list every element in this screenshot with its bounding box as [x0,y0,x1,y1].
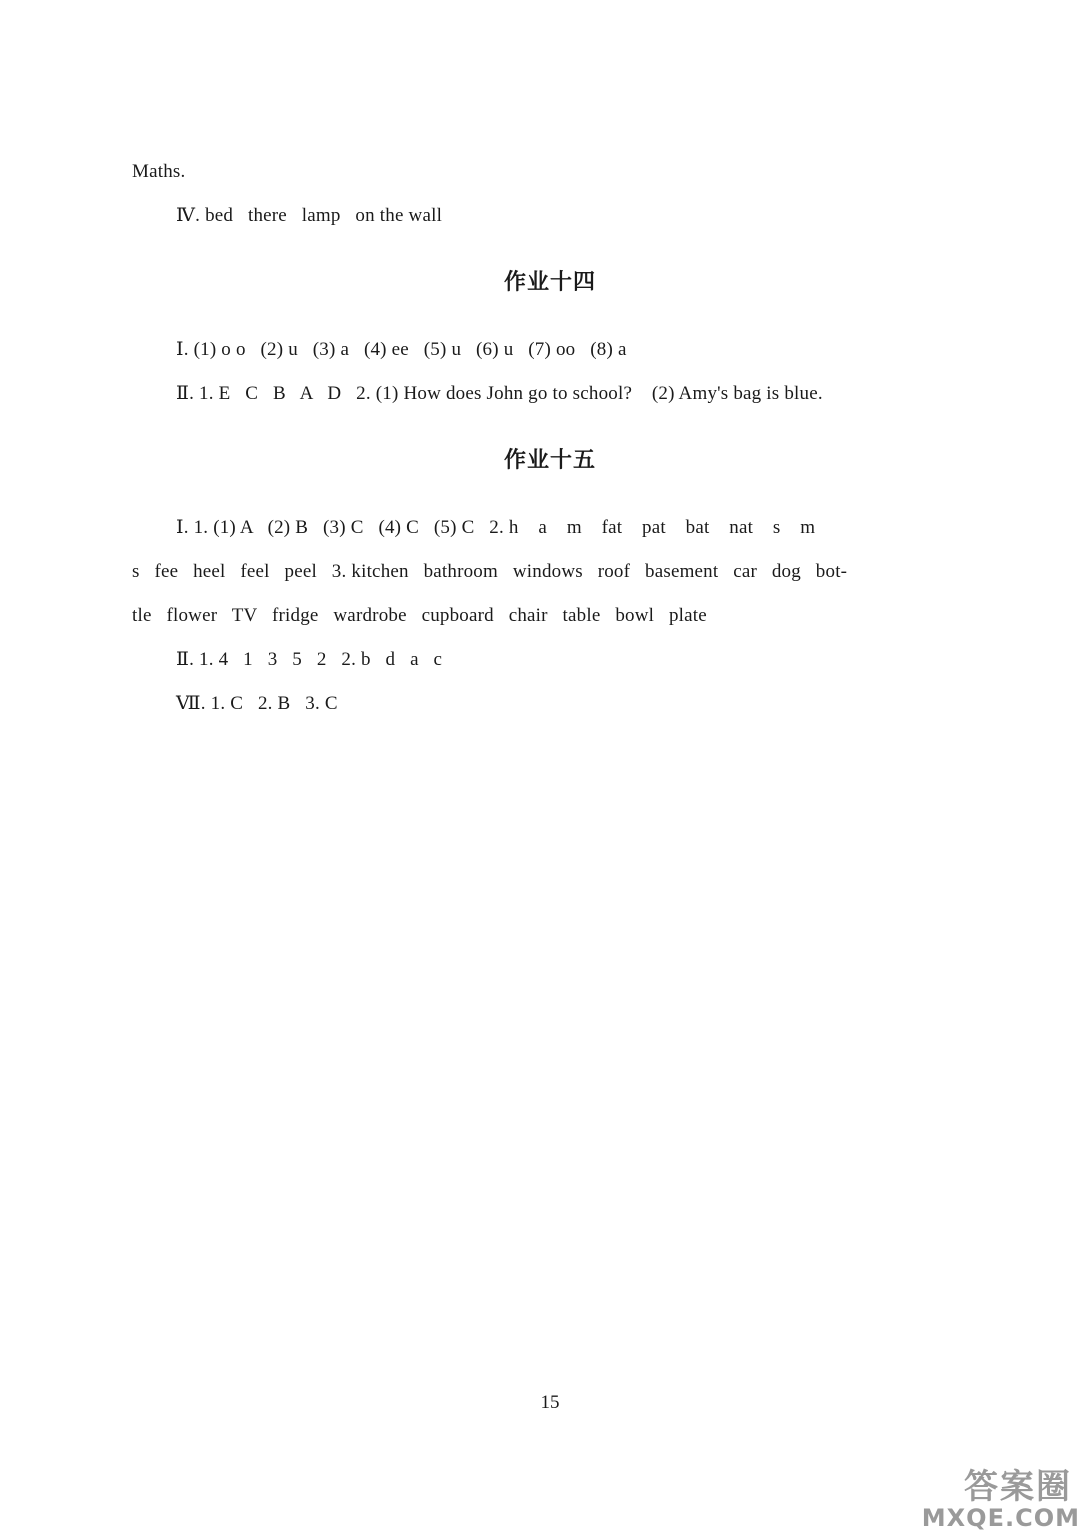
section-heading-15: 作业十五 [503,448,596,473]
watermark-site-text: MXQE.COM [921,1504,1080,1532]
page-number: 15 [540,1392,560,1413]
text-line-15-i-1: Ⅰ. 1. (1) A (2) B (3) C (4) C (5) C 2. h a m fat pat bat nat s m [176,517,816,538]
section-heading-14: 作业十四 [503,270,596,295]
text-line-15-i-3: tle flower TV fridge wardrobe cupboard chair table bowl plate [132,605,707,626]
text-line-15-i-2: s fee heel feel peel 3. kitchen bathroom windows roof basement car dog bot- [132,561,848,582]
watermark-brand-text: 答案圈 [964,1467,1072,1507]
text-line-iv-answers: Ⅳ. bed there lamp on the wall [176,205,443,226]
text-line-14-ii: Ⅱ. 1. E C B A D 2. (1) How does John go to school? (2) Amy's bag is blue. [176,383,823,404]
text-line-maths: Maths. [132,161,186,182]
text-line-15-vii: Ⅶ. 1. C 2. B 3. C [176,693,338,714]
text-line-15-ii: Ⅱ. 1. 4 1 3 5 2 2. b d a c [176,649,443,670]
text-line-14-i: Ⅰ. (1) o o (2) u (3) a (4) ee (5) u (6) u (7) oo (8) a [176,339,627,360]
